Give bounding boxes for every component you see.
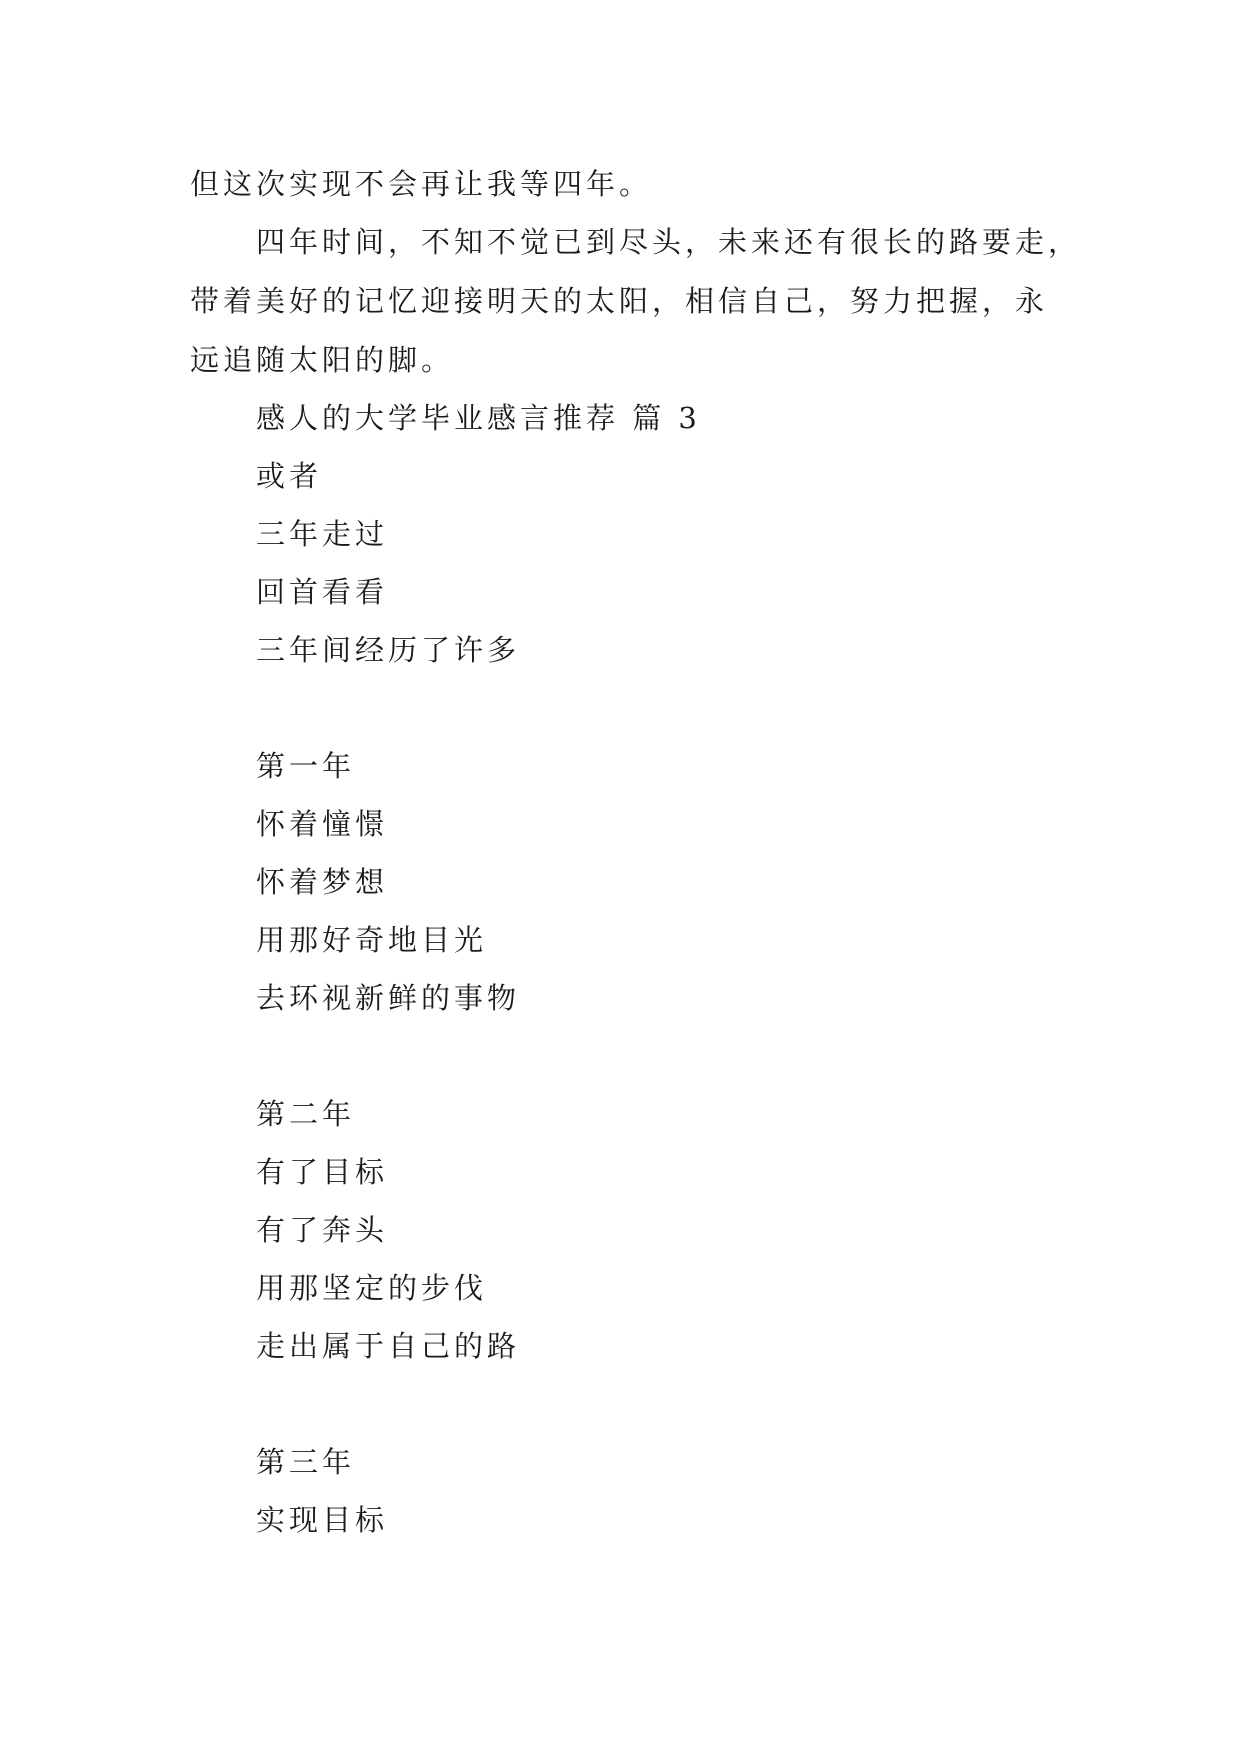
poem-line: 或者 bbox=[256, 459, 323, 493]
poem-line: 去环视新鲜的事物 bbox=[256, 981, 521, 1015]
poem-line: 第二年 bbox=[256, 1097, 356, 1131]
poem-line: 三年间经历了许多 bbox=[256, 633, 521, 667]
paragraph-line: 远追随太阳的脚。 bbox=[190, 343, 455, 377]
poem-line: 有了奔头 bbox=[256, 1213, 389, 1247]
poem-line: 第一年 bbox=[256, 749, 356, 783]
poem-line: 有了目标 bbox=[256, 1155, 389, 1189]
poem-line: 实现目标 bbox=[256, 1503, 389, 1537]
section-heading: 感人的大学毕业感言推荐 篇 3 bbox=[256, 401, 701, 435]
paragraph-line: 四年时间，不知不觉已到尽头，未来还有很长的路要走， bbox=[256, 225, 1082, 259]
poem-line: 怀着憧憬 bbox=[256, 807, 389, 841]
poem-line: 回首看看 bbox=[256, 575, 389, 609]
poem-line: 三年走过 bbox=[256, 517, 389, 551]
poem-line: 怀着梦想 bbox=[256, 865, 389, 899]
paragraph-line: 但这次实现不会再让我等四年。 bbox=[190, 167, 653, 201]
poem-line: 第三年 bbox=[256, 1445, 356, 1479]
paragraph-line: 带着美好的记忆迎接明天的太阳，相信自己，努力把握，永 bbox=[190, 284, 1049, 318]
poem-line: 用那好奇地目光 bbox=[256, 923, 488, 957]
poem-line: 用那坚定的步伐 bbox=[256, 1271, 488, 1305]
poem-line: 走出属于自己的路 bbox=[256, 1329, 521, 1363]
